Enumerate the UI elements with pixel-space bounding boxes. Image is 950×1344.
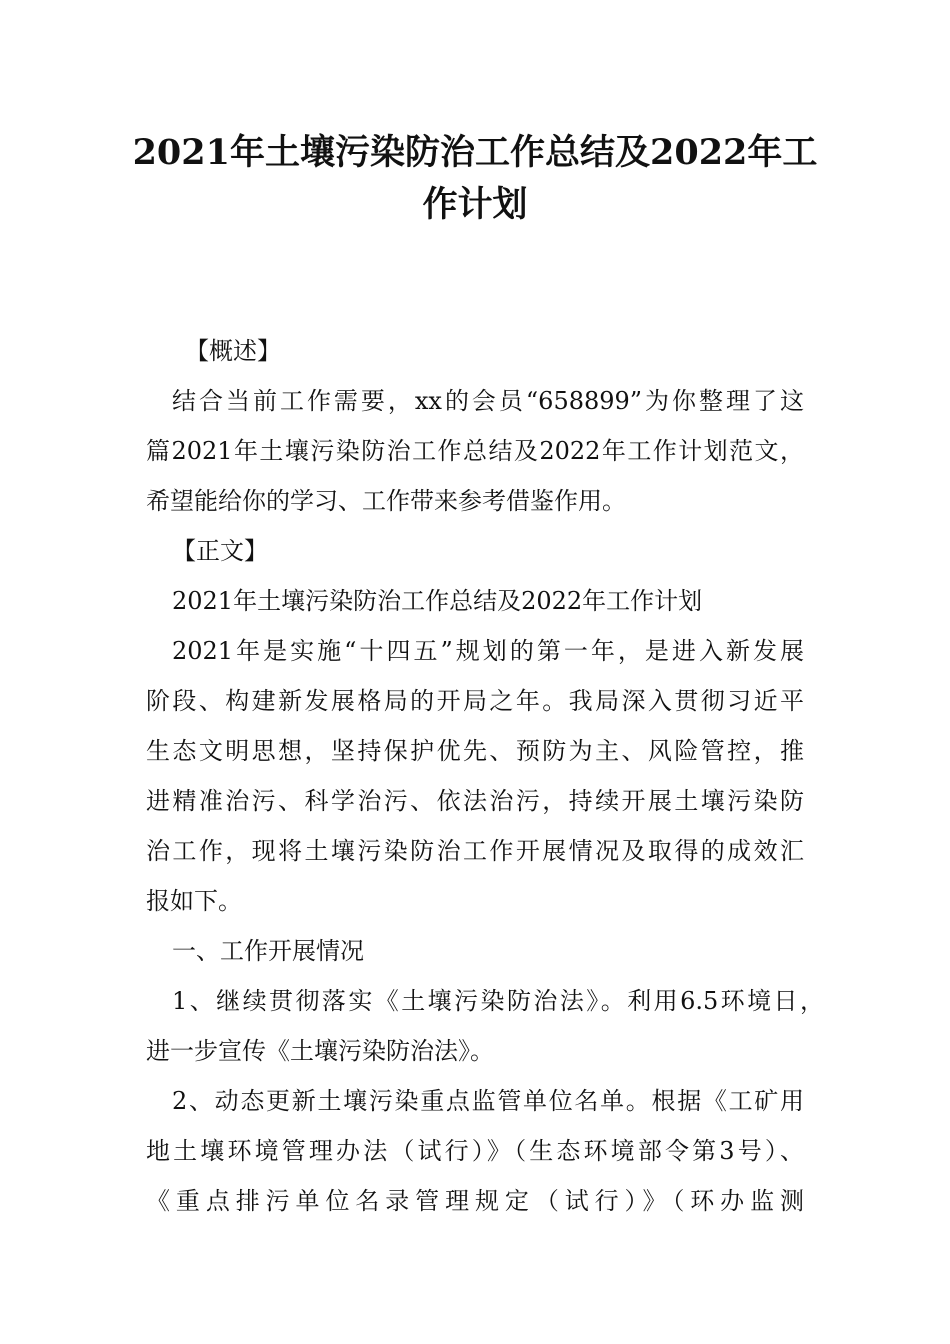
paragraph-line: 进精准治污、科学治污、依法治污，持续开展土壤污染防 bbox=[146, 787, 804, 815]
paragraph-line: 2021年土壤污染防治工作总结及2022年工作计划 bbox=[172, 587, 703, 615]
paragraph-line: 地土壤环境管理办法（试行）》（生态环境部令第3号）、 bbox=[146, 1137, 804, 1165]
paragraph-line: 1、继续贯彻落实《土壤污染防治法》。利用6.5环境日， bbox=[172, 987, 824, 1015]
paragraph-line: 2、动态更新土壤污染重点监管单位名单。根据《工矿用 bbox=[172, 1087, 804, 1115]
document-title-line-1: 2021年土壤污染防治工作总结及2022年工 bbox=[132, 132, 818, 173]
paragraph-line: 进一步宣传《土壤污染防治法》。 bbox=[146, 1037, 494, 1065]
paragraph-line: 希望能给你的学习、工作带来参考借鉴作用。 bbox=[146, 487, 626, 515]
paragraph-line: 《重点排污单位名录管理规定（试行）》（环办监测 bbox=[146, 1187, 804, 1215]
paragraph-line: 报如下。 bbox=[146, 887, 242, 915]
paragraph-line: 生态文明思想，坚持保护优先、预防为主、风险管控，推 bbox=[146, 737, 804, 765]
paragraph-line: 治工作，现将土壤污染防治工作开展情况及取得的成效汇 bbox=[146, 837, 804, 865]
section-heading-body: 【正文】 bbox=[172, 537, 268, 565]
document-title-line-2: 作计划 bbox=[422, 184, 528, 225]
section-heading-overview: 【概述】 bbox=[185, 337, 281, 365]
section-heading-work-status: 一、工作开展情况 bbox=[172, 937, 364, 965]
paragraph-line: 篇2021年土壤污染防治工作总结及2022年工作计划范文， bbox=[146, 437, 804, 465]
paragraph-line: 阶段、构建新发展格局的开局之年。我局深入贯彻习近平 bbox=[146, 687, 804, 715]
paragraph-line: 2021年是实施“十四五”规划的第一年，是进入新发展 bbox=[172, 637, 804, 665]
paragraph-line: 结合当前工作需要，xx的会员“658899”为你整理了这 bbox=[172, 387, 804, 415]
